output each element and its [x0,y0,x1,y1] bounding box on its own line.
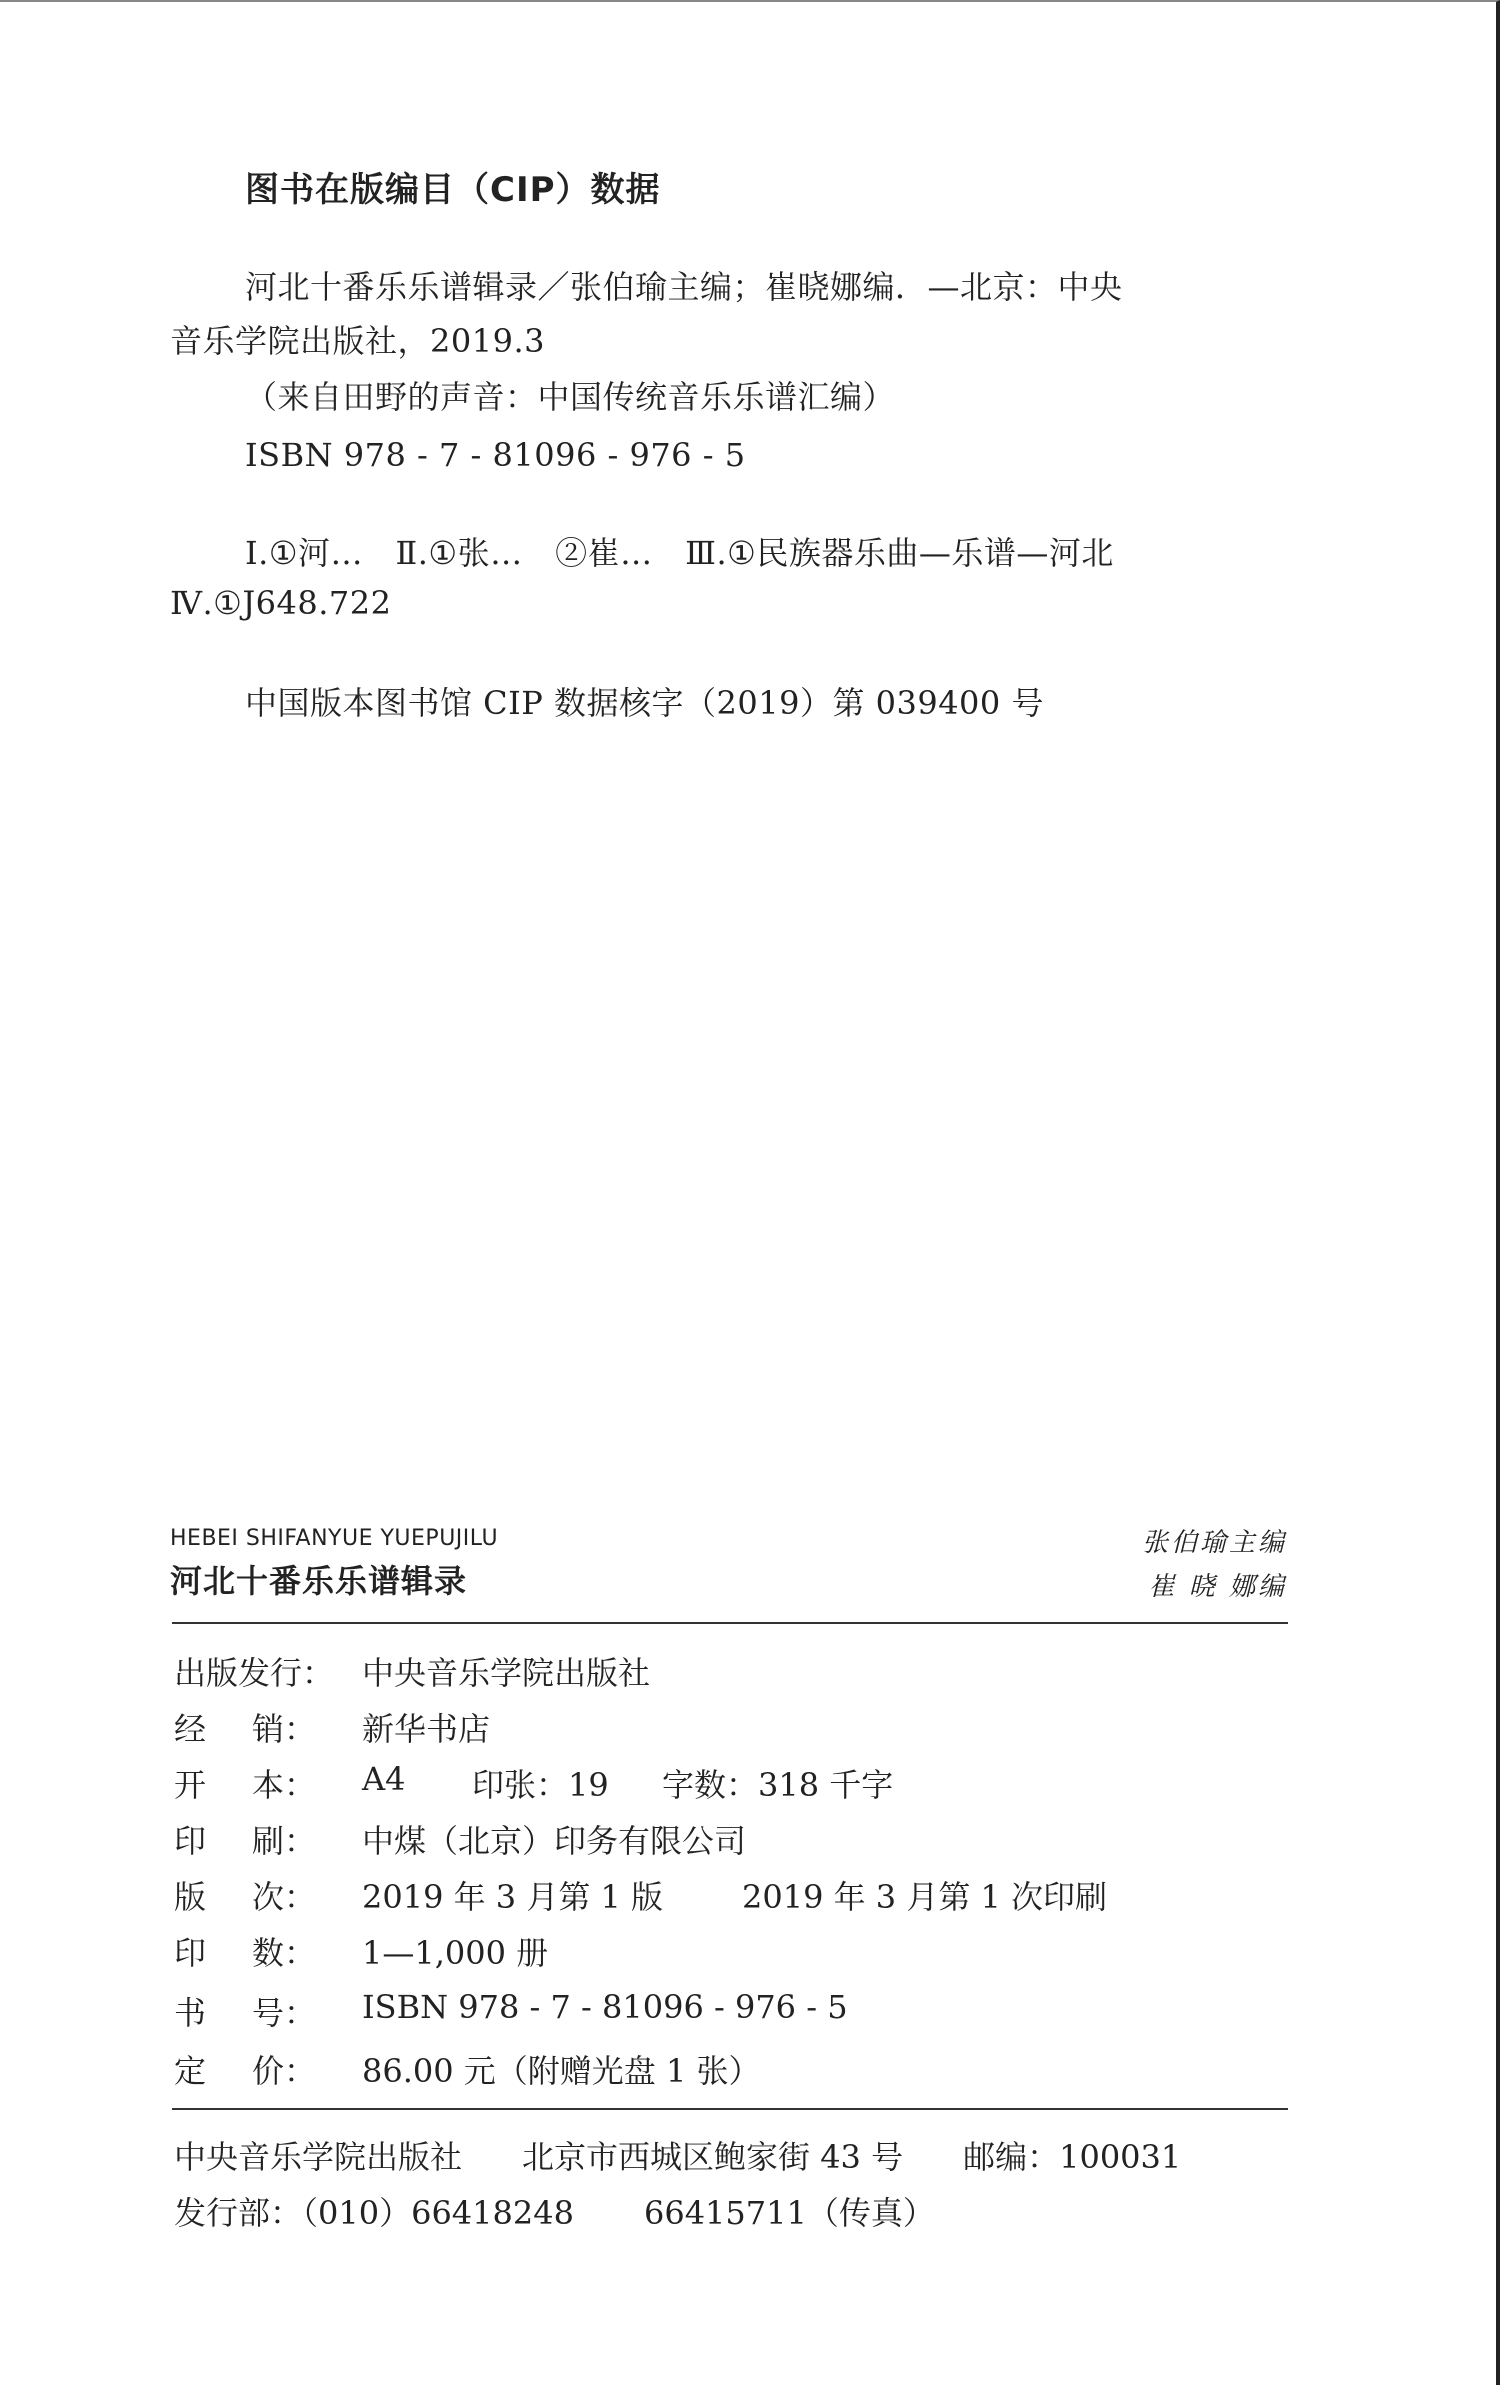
colophon-bottom-rule [172,2108,1288,2110]
label-book-number: 书 号： [174,1994,316,2032]
footer-address: 北京市西城区鲍家街 43 号 [522,2138,904,2176]
cip-heading: 图书在版编目（CIP）数据 [245,170,661,210]
cip-subject-line-1: Ⅰ.①河… Ⅱ.①张… ②崔… Ⅲ.①民族器乐曲—乐谱—河北 [245,534,1114,572]
value-format-size: A4 [362,1760,406,1798]
colophon-title: 河北十番乐乐谱辑录 [170,1562,468,1600]
value-format-sheets: 印张：19 [472,1766,609,1804]
value-printing: 2019 年 3 月第 1 次印刷 [742,1878,1108,1916]
label-print-run: 印 数： [174,1934,316,1972]
value-printer: 中煤（北京）印务有限公司 [362,1822,747,1860]
footer-fax: 66415711（传真） [643,2194,935,2232]
row-edition [174,1872,1107,1918]
cip-series: （来自田野的声音：中国传统音乐乐谱汇编） [245,378,896,416]
cip-title-line-2: 音乐学院出版社，2019.3 [170,322,545,360]
row-printer [174,1816,746,1862]
colophon-pinyin-title: HEBEI SHIFANYUE YUEPUJILU [170,1526,499,1551]
label-publisher: 出版发行： [174,1654,335,1692]
row-format [174,1760,893,1806]
cip-isbn: ISBN 978 - 7 - 81096 - 976 - 5 [245,436,746,474]
row-price [174,2046,761,2092]
cip-title-line-1: 河北十番乐乐谱辑录／张伯瑜主编；崔晓娜编．—北京：中央 [245,268,1123,306]
label-format: 开 本： [174,1766,316,1804]
value-price: 86.00 元（附赠光盘 1 张） [362,2052,761,2090]
value-print-run: 1—1,000 册 [362,1934,549,1972]
editor-chief: 张伯瑜主编 [1141,1528,1287,1558]
value-edition: 2019 年 3 月第 1 版 [362,1878,664,1916]
footer-postcode: 邮编：100031 [963,2138,1182,2176]
value-format-words: 字数：318 千字 [662,1766,894,1804]
row-book-number [174,1988,848,2034]
footer-line-1 [174,2132,1181,2178]
value-publisher: 中央音乐学院出版社 [362,1654,651,1692]
cip-subject-line-2: Ⅳ.①J648.722 [170,584,392,622]
row-distributor [174,1704,490,1750]
cip-library-record: 中国版本图书馆 CIP 数据核字（2019）第 039400 号 [245,684,1044,722]
footer-line-2 [174,2188,935,2234]
label-edition: 版 次： [174,1878,316,1916]
value-distributor: 新华书店 [362,1710,491,1748]
label-price: 定 价： [174,2052,316,2090]
value-book-number: ISBN 978 - 7 - 81096 - 976 - 5 [362,1988,848,2026]
colophon-top-rule [172,1622,1288,1624]
label-printer: 印 刷： [174,1822,316,1860]
row-publisher [174,1648,650,1694]
footer-distribution: 发行部：（010）66418248 [174,2194,574,2232]
footer-publisher: 中央音乐学院出版社 [174,2138,463,2176]
row-print-run [174,1928,548,1974]
editor-compiler: 崔 晓 娜编 [1148,1572,1287,1602]
label-distributor: 经 销： [174,1710,316,1748]
